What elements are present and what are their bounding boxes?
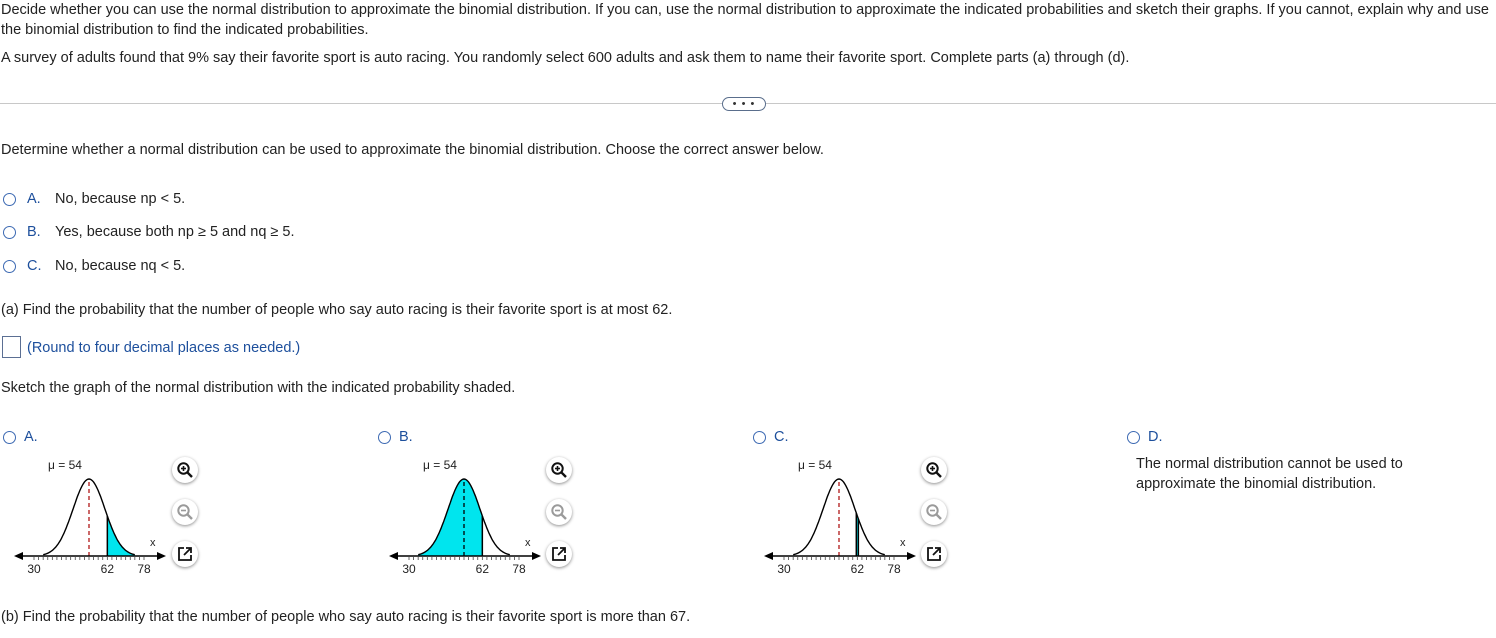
option-letter: C. (27, 258, 42, 274)
zoom-out-button[interactable] (172, 499, 198, 525)
tick-label: 78 (137, 562, 151, 576)
tick-label: 30 (402, 562, 416, 576)
tick-label: 62 (475, 562, 490, 576)
open-external-button[interactable] (172, 541, 198, 567)
intro-paragraph-1: Decide whether you can use the normal distribution to approximate the binomial distribution. If you can, use the normal distribution to approximate the indicated probabilities and sketch their graphs. If you cannot, explain why and use the binomial distribution to find the indicated probabilities. (1, 2, 1489, 38)
open-external-button[interactable] (546, 541, 572, 567)
radio-button[interactable] (753, 431, 766, 444)
part-a-prompt: (a) Find the probability that the number of people who say auto racing is their favorite sport is at most 62. (1, 302, 673, 318)
axis-arrow-left (14, 552, 23, 560)
zoom-in-button[interactable] (546, 457, 572, 483)
option-letter: A. (24, 429, 38, 445)
axis-variable-label: x (150, 537, 156, 549)
zoom-out-icon (550, 503, 568, 521)
q1-option-b[interactable] (3, 222, 295, 242)
question1-prompt: Determine whether a normal distribution can be used to approximate the binomial distribution. Choose the correct answer below. (1, 142, 824, 158)
mu-label: μ = 54 (48, 458, 82, 472)
axis-arrow-left (764, 552, 773, 560)
q1-option-a[interactable] (3, 189, 185, 209)
x-axis (14, 552, 166, 560)
option-d-text: The normal distribution cannot be used to approximate the binomial distribution. (1136, 456, 1403, 492)
x-axis (764, 552, 916, 560)
tick-label: 78 (887, 562, 901, 576)
option-text: No, because np < 5. (55, 191, 186, 207)
radio-button[interactable] (3, 431, 16, 444)
radio-button[interactable] (3, 226, 16, 239)
radio-button[interactable] (378, 431, 391, 444)
mu-label: μ = 54 (798, 458, 832, 472)
zoom-out-icon (925, 503, 943, 521)
open-external-icon (550, 545, 568, 563)
radio-button[interactable] (3, 193, 16, 206)
axis-arrow-left (389, 552, 398, 560)
option-letter: B. (399, 429, 413, 445)
zoom-out-button[interactable] (921, 499, 947, 525)
graph-option-a[interactable] (3, 429, 38, 445)
option-letter: D. (1148, 429, 1163, 445)
axis-variable-label: x (525, 537, 531, 549)
zoom-in-icon (176, 461, 194, 479)
round-note: (Round to four decimal places as needed.) (27, 340, 301, 356)
option-text: No, because nq < 5. (55, 258, 186, 274)
graph-c (760, 455, 920, 580)
graph-option-b[interactable] (378, 429, 413, 445)
mu-label: μ = 54 (423, 458, 457, 472)
shaded-region (107, 516, 135, 556)
tick-label: 62 (850, 562, 865, 576)
zoom-out-button[interactable] (546, 499, 572, 525)
open-external-icon (176, 545, 194, 563)
tick-label: 78 (512, 562, 526, 576)
zoom-in-icon (550, 461, 568, 479)
open-external-button[interactable] (921, 541, 947, 567)
graph-b (385, 455, 545, 580)
axis-variable-label: x (900, 537, 906, 549)
sketch-prompt: Sketch the graph of the normal distribution with the indicated probability shaded. (1, 380, 516, 396)
tick-label: 30 (777, 562, 791, 576)
tick-label: 30 (27, 562, 41, 576)
intro-paragraph-2: A survey of adults found that 9% say their favorite sport is auto racing. You randomly select 600 adults and ask them to name their favorite sport. Complete parts (a) through (d). (1, 50, 1130, 66)
graph-option-c[interactable] (753, 429, 789, 445)
zoom-in-button[interactable] (172, 457, 198, 483)
radio-button[interactable] (1127, 431, 1140, 444)
graph-a (10, 455, 170, 580)
q1-option-c[interactable] (3, 256, 185, 276)
zoom-in-button[interactable] (921, 457, 947, 483)
option-letter: B. (27, 224, 41, 240)
option-letter: C. (774, 429, 789, 445)
part-b-prompt: (b) Find the probability that the number of people who say auto racing is their favorite sport is more than 67. (1, 609, 691, 625)
axis-arrow-right (532, 552, 541, 560)
open-external-icon (925, 545, 943, 563)
show-more-button[interactable]: • • • (722, 97, 766, 111)
zoom-out-icon (176, 503, 194, 521)
part-a-answer-input[interactable] (2, 336, 21, 358)
zoom-in-icon (925, 461, 943, 479)
option-text: Yes, because both np ≥ 5 and nq ≥ 5. (55, 224, 295, 240)
option-letter: A. (27, 191, 41, 207)
tick-label: 62 (100, 562, 115, 576)
axis-arrow-right (157, 552, 166, 560)
radio-button[interactable] (3, 260, 16, 273)
axis-arrow-right (907, 552, 916, 560)
graph-option-d[interactable] (1127, 429, 1163, 445)
